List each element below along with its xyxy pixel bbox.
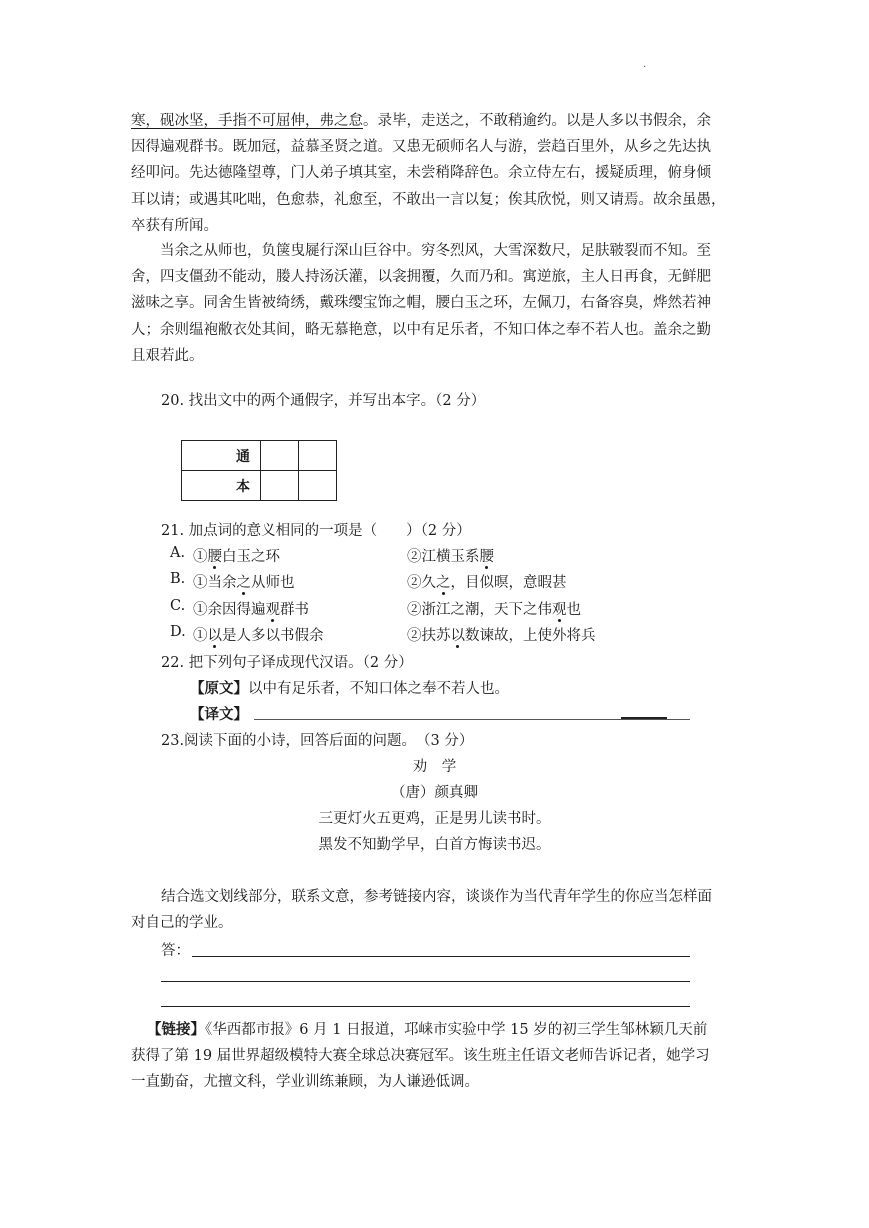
answer-line[interactable] (161, 1006, 690, 1007)
translation-line (190, 703, 248, 724)
option-a-right: ②江横玉系腰 (407, 549, 494, 565)
question-20: 20. 找出文中的两个通假字，并写出本字。（2 分） (161, 393, 486, 409)
answer-cell[interactable] (261, 471, 299, 501)
passage-paragraph-1 (131, 108, 741, 239)
dotted-word: 之 (236, 575, 251, 591)
option-c-left: ①余因得遍观群书 (193, 602, 309, 618)
translation-blank[interactable] (254, 719, 690, 720)
translation-blank-mark (621, 717, 667, 719)
option-a-left: ①腰白玉之环 (193, 549, 280, 565)
question-21: 21. 加点词的意义相同的一项是（ ）（2 分） (161, 523, 471, 539)
answer-cell[interactable] (299, 471, 337, 501)
option-d[interactable]: D. (170, 624, 186, 640)
poem-title: 劝 学 (412, 759, 457, 775)
option-a[interactable]: A. (170, 545, 186, 561)
poem-line: 三更灯火五更鸡，正是男儿读书时。 (318, 811, 551, 827)
underlined-sentence: 寒，砚冰坚，手指不可屈伸，弗之怠 (131, 113, 363, 129)
link-label: 【链接】 (147, 1022, 205, 1038)
answer-cell[interactable] (299, 441, 337, 471)
dotted-word: 之 (436, 575, 451, 591)
original-label: 【原文】 (190, 681, 248, 697)
passage-line: 当余之从师也，负箧曳屣行深山巨谷中。穷冬烈风，大雪深数尺，足肤皲裂而不知。至 (131, 243, 711, 259)
option-d-right: ②扶苏以数谏故，上使外将兵 (407, 628, 596, 644)
dotted-word: 观 (265, 602, 280, 618)
poem-line: 黑发不知勤学早，白首方悔读书迟。 (318, 837, 551, 853)
table-label-tong: 通 (182, 441, 261, 471)
dotted-word: 腰 (479, 549, 494, 565)
dotted-word: 腰 (207, 549, 222, 565)
question-23: 23.阅读下面的小诗，回答后面的问题。 （3 分） (161, 733, 474, 749)
page-mark: · (643, 62, 647, 73)
dotted-word: 观 (552, 602, 567, 618)
option-b[interactable]: B. (170, 571, 186, 587)
passage-line: 舍，四支僵劲不能动，媵人持汤沃灌，以衾拥覆，久而乃和。寓逆旅，主人日再食，无鲜肥 (131, 269, 711, 286)
prompt-line: 对自己的学业。 (131, 915, 233, 931)
translation-label: 【译文】 (190, 707, 248, 723)
passage-line: 人；余则缊袍敝衣处其间，略无慕艳意，以中有足乐者，不知口体之奉不若人也。盖余之勤 (131, 321, 711, 338)
prompt-line: 结合选文划线部分，联系文意，参考链接内容，谈谈作为当代青年学生的你应当怎样面 (161, 889, 712, 905)
answer-line[interactable] (192, 956, 690, 957)
question-22: 22. 把下列句子译成现代汉语。（2 分） (161, 655, 413, 671)
link-line: 【链接】《华西都市报》6 月 1 日报道，邛崃市实验中学 15 岁的初三学生邹林颖几天前 (147, 1022, 708, 1038)
answer-table (181, 440, 337, 501)
option-c[interactable]: C. (170, 598, 186, 614)
option-d-left: ①以是人多以书假余 (193, 628, 324, 644)
passage-line: 且艰若此。 (131, 347, 204, 364)
option-c-right: ②浙江之潮，天下之伟观也 (407, 602, 581, 618)
table-label-ben: 本 (182, 471, 261, 501)
option-b-right: ②久之，目似暝，意暇甚 (407, 575, 567, 591)
answer-label: 答： (161, 943, 190, 959)
passage-line: 卒获有所闻。 (131, 217, 218, 234)
answer-line[interactable] (161, 981, 690, 982)
option-b-left: ①当余之从师也 (193, 575, 295, 591)
poem-author: （唐）颜真卿 (391, 785, 478, 801)
link-line: 获得了第 19 届世界超级模特大赛全球总决赛冠军。该生班主任语文老师告诉记者，她学习 (131, 1048, 710, 1064)
original-text: 以中有足乐者，不知口体之奉不若人也。 (248, 681, 509, 697)
passage-line: 耳以请；或遇其叱咄，色愈恭，礼愈至，不敢出一言以复；俟其欣悦，则又请焉。故余虽愚， (131, 191, 726, 208)
passage-line: 寒，砚冰坚，手指不可屈伸，弗之怠。录毕，走送之，不敢稍逾约。以是人多以书假余，余 (131, 113, 711, 129)
dotted-word: 以 (207, 628, 222, 644)
dotted-word: 以 (450, 628, 465, 644)
passage-line: 经叩问。先达德隆望尊，门人弟子填其室，未尝稍降辞色。余立侍左右，援疑质理，俯身倾 (131, 165, 711, 182)
link-line: 一直勤奋，尤擅文科，学业训练兼顾，为人谦逊低调。 (131, 1074, 479, 1090)
passage-line: 因得遍观群书。既加冠，益慕圣贤之道。又患无硕师名人与游，尝趋百里外，从乡之先达执 (131, 139, 711, 156)
original-text-line (190, 677, 509, 698)
passage-line: 滋味之享。同舍生皆被绮绣，戴珠缨宝饰之帽，腰白玉之环，左佩刀，右备容臭，烨然若神 (131, 295, 711, 312)
answer-cell[interactable] (261, 441, 299, 471)
passage-paragraph-2 (131, 238, 741, 369)
